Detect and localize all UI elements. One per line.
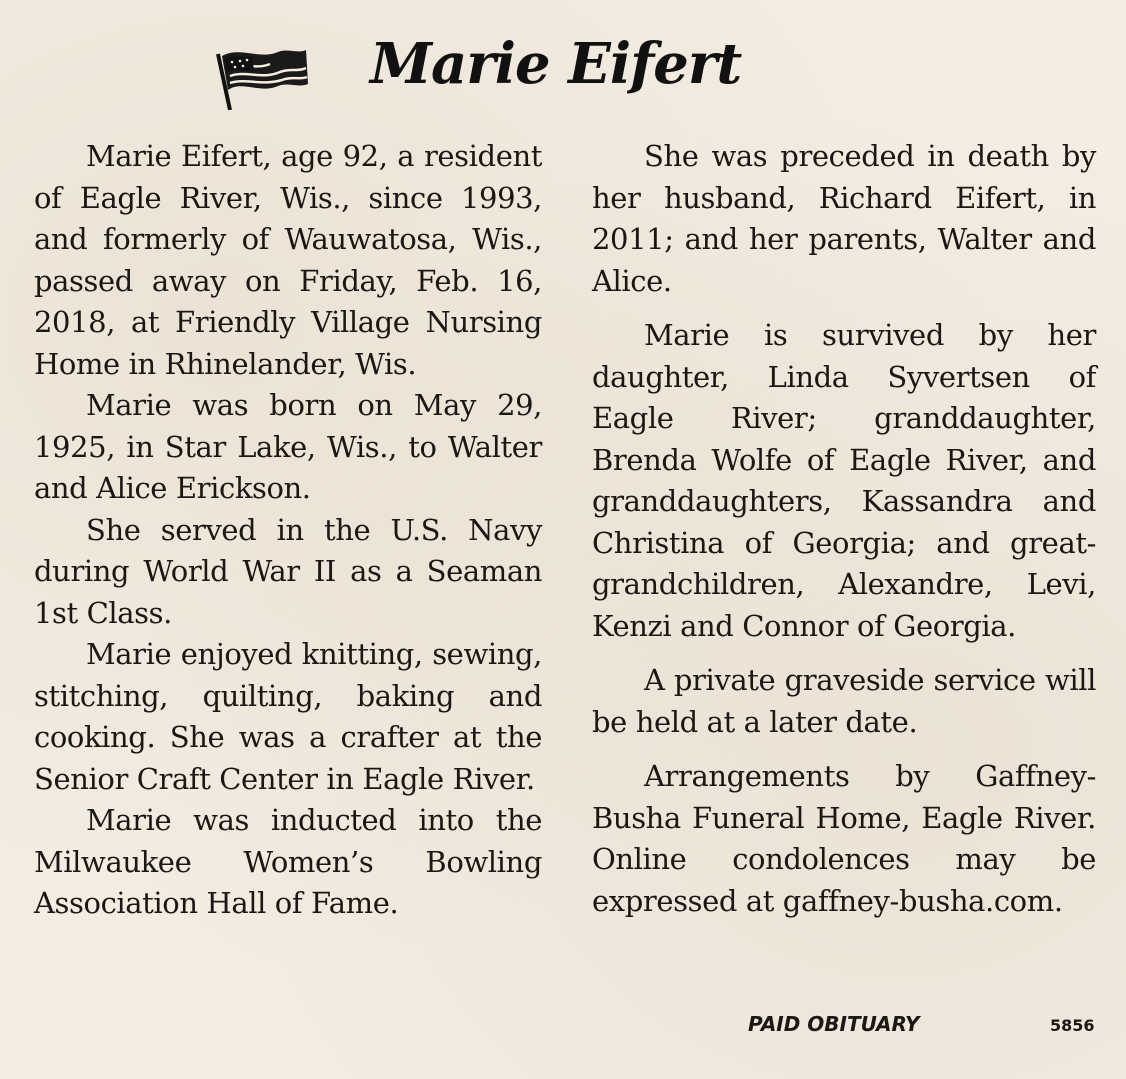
obituary-title: Marie Eifert	[370, 31, 742, 97]
paragraph: A private graveside service will be held at a later date.	[592, 663, 1096, 739]
obituary-header	[0, 22, 1126, 112]
paragraph: Marie was born on May 29, 1925, in Star Lake, Wis., to Walter and Alice Erickson.	[34, 388, 542, 505]
paragraph: She served in the U.S. Navy during World War II as a Seaman 1st Class.	[34, 512, 542, 630]
paragraph: Marie Eifert, age 92, a resident of Eagle River, Wis., since 1993, and formerly of Wauwatosa, Wis., passed away on Friday, Feb. 16, 2018, at Friendly Village Nursing Home in Rhinelander, Wis.	[34, 139, 542, 381]
paragraph: She was preceded in death by her husband, Richard Eifert, in 2011; and her parents, Walter and Alice.	[592, 139, 1096, 298]
paid-obituary-label: PAID OBITUARY	[748, 1012, 920, 1036]
paragraph: Arrangements by Gaffney-Busha Funeral Home, Eagle River. Online condolences may be expressed at gaffney-busha.com.	[592, 759, 1096, 918]
paragraph: Marie was inducted into the Milwaukee Women’s Bowling Association Hall of Fame.	[34, 803, 542, 920]
left-column	[34, 136, 542, 925]
paragraph: Marie is survived by her daughter, Linda Syvertsen of Eagle River; granddaughter, Brenda Wolfe of Eagle River, and granddaughters, Kassandra and Christina of Georgia; and great-grandchildren, Alexandre, Levi, Kenzi and Connor of Georgia.	[592, 318, 1096, 643]
american-flag-icon	[200, 40, 310, 110]
ad-number: 5856	[1050, 1016, 1095, 1035]
right-column	[592, 136, 1096, 922]
paragraph: Marie enjoyed knitting, sewing, stitching, quilting, baking and cooking. She was a crafter at the Senior Craft Center in Eagle River.	[34, 637, 542, 796]
